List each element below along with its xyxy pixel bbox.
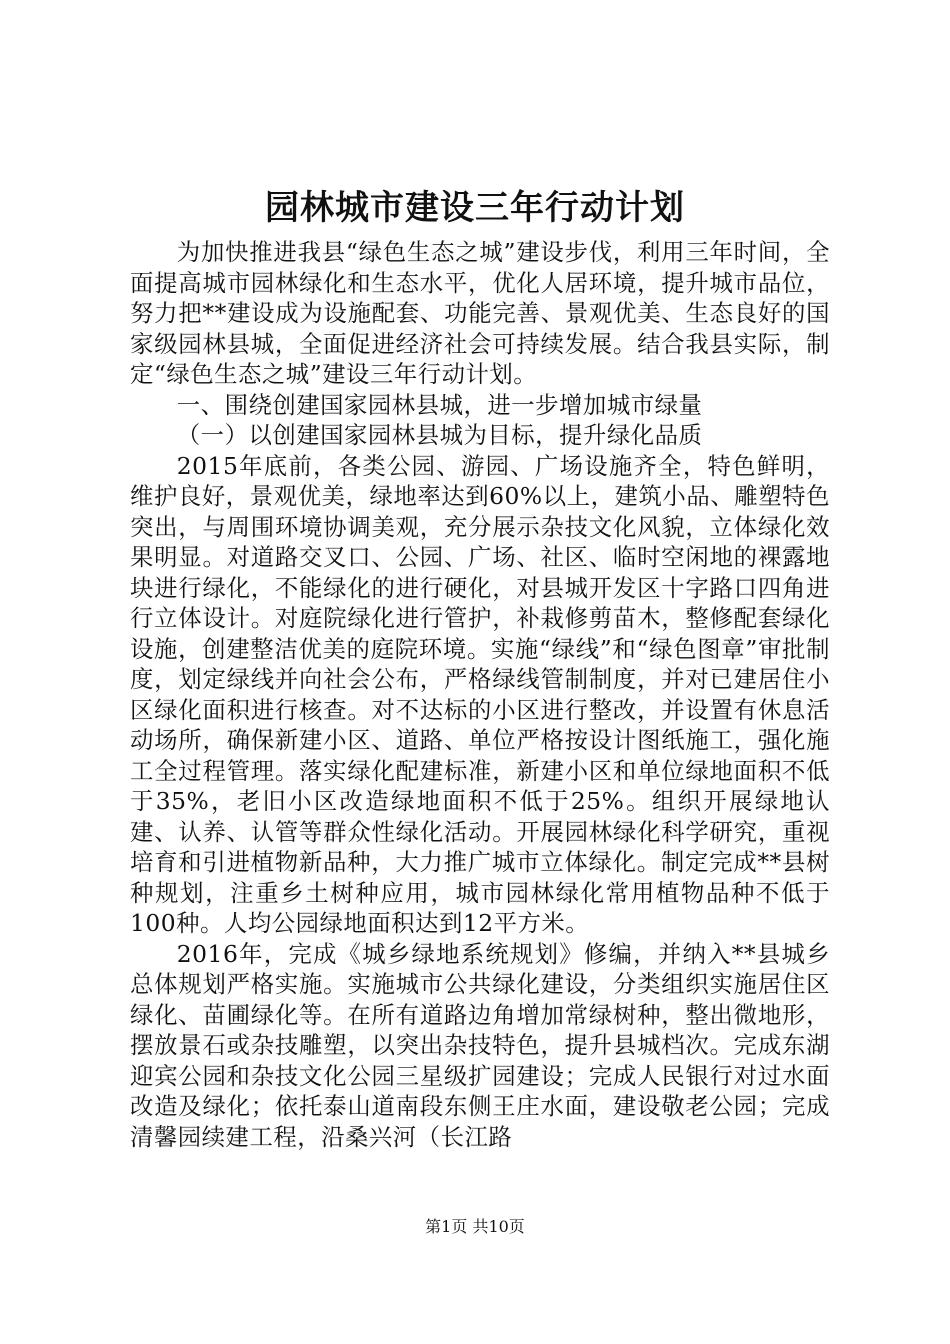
paragraph-2015: 2015年底前，各类公园、游园、广场设施齐全，特色鲜明，维护良好，景观优美，绿地率达到60%以上，建筑小品、雕塑特色突出，与周围环境协调美观，充分展示杂技文化风貌，立体绿化效果明显。对道路交叉口、公园、广场、社区、临时空闲地的裸露地块进行绿化，不能绿化的进行硬化，对县城开发区十字路口四角进行立体设计。对庭院绿化进行管护，补栽修剪苗木，整修配套绿化设施，创建整洁优美的庭院环境。实施“绿线”和“绿色图章”审批制度，划定绿线并向社会公布，严格绿线管制制度，并对已建居住小区绿化面积进行核查。对不达标的小区进行整改，并设置有休息活动场所，确保新建小区、道路、单位严格按设计图纸施工，强化施工全过程管理。落实绿化配建标准，新建小区和单位绿地面积不低于35%，老旧小区改造绿地面积不低于25%。组织开展绿地认建、认养、认管等群众性绿化活动。开展园林绿化科学研究，重视培育和引进植物新品种，大力推广城市立体绿化。制定完成**县树种规划，注重乡土树种应用，城市园林绿化常用植物品种不低于100种。人均公园绿地面积达到12平方米。 xyxy=(130,451,830,937)
paragraph-2016: 2016年，完成《城乡绿地系统规划》修编，并纳入**县城乡总体规划严格实施。实施城市公共绿化建设，分类组织实施居住区绿化、苗圃绿化等。在所有道路边角增加常绿树种，整出微地形，摆放景石或杂技雕塑，以突出杂技特色，提升县城档次。完成东湖迎宾公园和杂技文化公园三星级扩园建设；完成人民银行对过水面改造及绿化；依托泰山道南段东侧王庄水面，建设敬老公园；完成清馨园续建工程，沿桑兴河（长江路 xyxy=(130,939,830,1151)
page-footer: 第1页 共10页 xyxy=(425,1217,525,1236)
document-title: 园林城市建设三年行动计划 xyxy=(265,188,685,228)
document-body xyxy=(130,237,830,1152)
subsection-heading-1-1: （一）以创建国家园林县城为目标，提升绿化品质 xyxy=(176,421,703,449)
section-heading-1: 一、围绕创建国家园林县城，进一步增加城市绿量 xyxy=(176,390,703,419)
paragraph-intro: 为加快推进我县“绿色生态之城”建设步伐，利用三年时间，全面提高城市园林绿化和生态水平，优化人居环境，提升城市品位，努力把**建设成为设施配套、功能完善、景观优美、生态良好的国家级园林县城，全面促进经济社会可持续发展。结合我县实际，制定“绿色生态之城”建设三年行动计划。 xyxy=(130,238,830,388)
